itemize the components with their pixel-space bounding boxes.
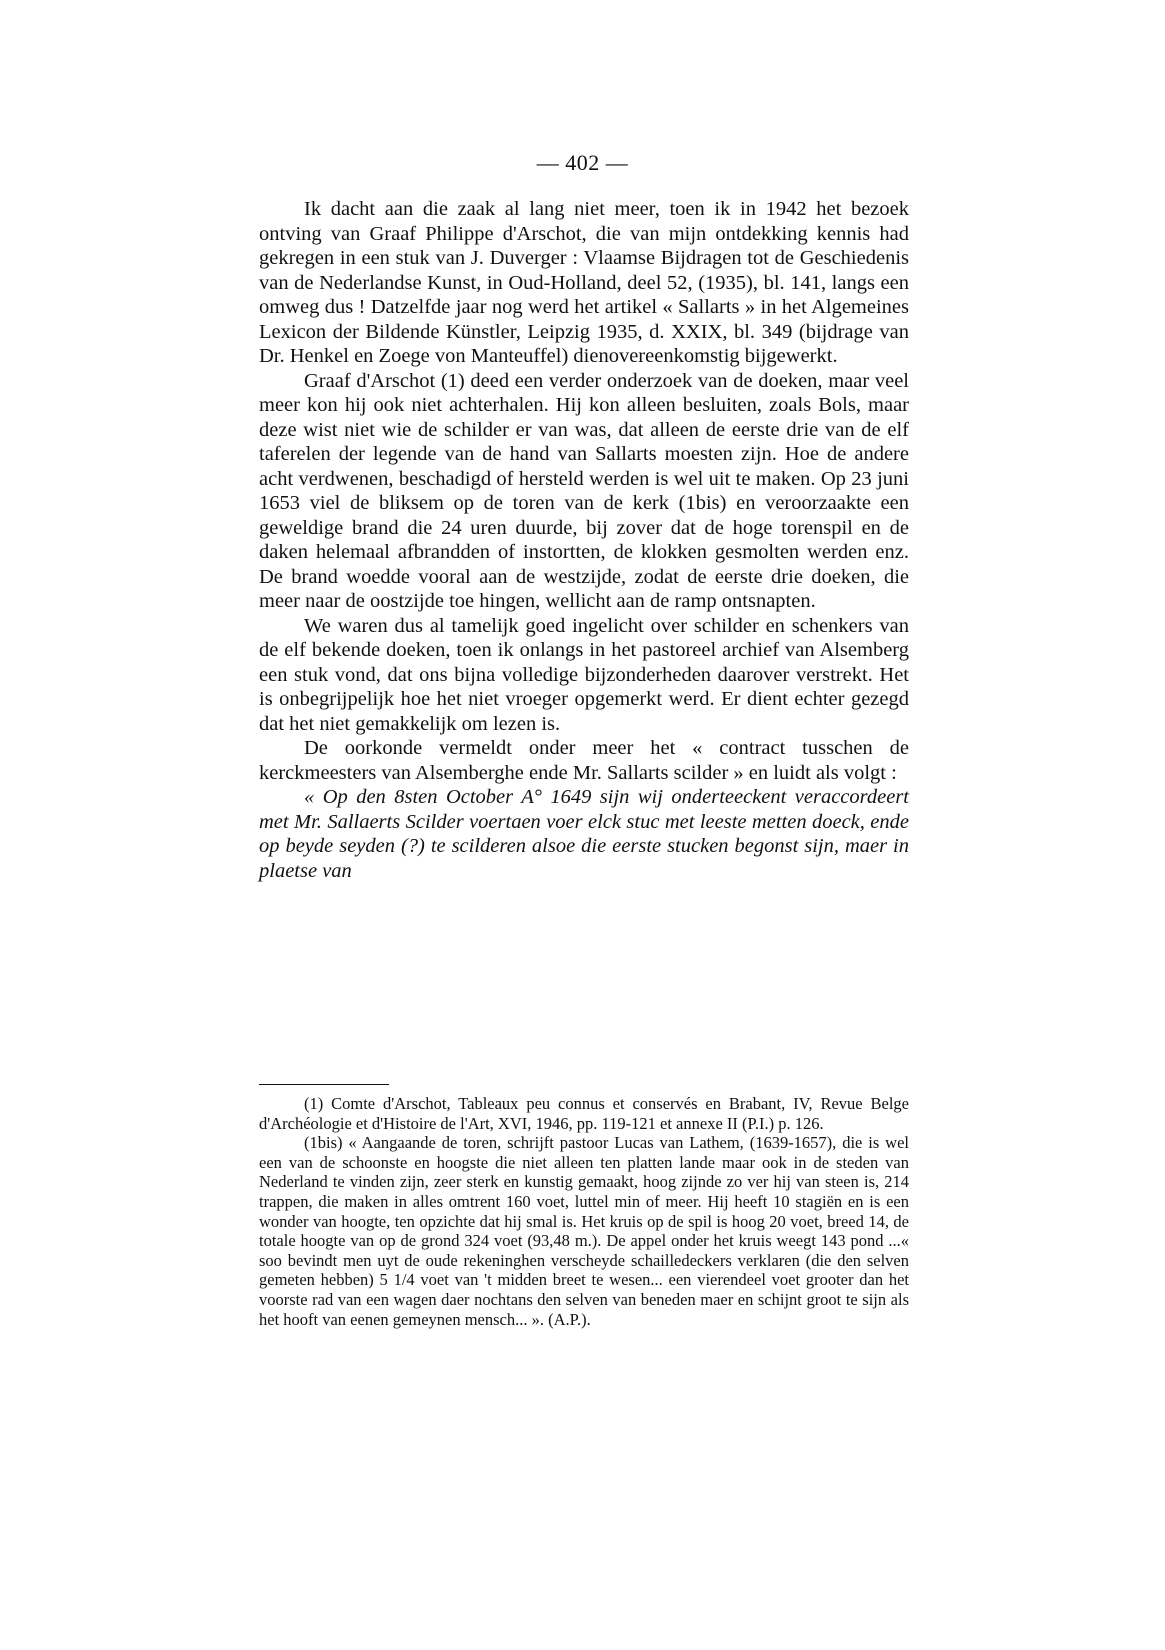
main-text [259,197,909,883]
footnote: (1bis) « Aangaande de toren, schrijft pastoor Lucas van Lathem, (1639-1657), die is wel een van de schoonste en hoogste die niet alleen ten platten lande maar ook in de steden van Nederland te vinden zijn, zeer sterk en kunstig gemaakt, hoog zijnde zo ver hij van steen is, 214 trappen, die maken in alles omtrent 160 voet, luttel min of meer. Hij heeft 10 stagiën en is een wonder van hoogte, ten opzichte dat hij smal is. Het kruis op de spil is hoog 20 voet, breed 14, de totale hoogte van op de grond 324 voet (93,48 m.). De appel onder het kruis weegt 143 pond ...« soo bevindt men uyt de oude rekeninghen verscheyde schailledeckers verklaren (die den selven gemeten hebben) 5 1/4 voet van 't midden breet te wesen... een vierendeel voet grooter dan het voorste rad van een wagen daer nochtans den selven van beneden maer en schijnt groot te sijn als het hooft van eenen gemeynen mensch... ». (A.P.). [259,1133,909,1329]
paragraph: We waren dus al tamelijk goed ingelicht over schilder en schenkers van de elf bekende doeken, toen ik onlangs in het pastoreel archief van Alsemberg een stuk vond, dat ons bijna volledige bijzonderheden daarover verstrekt. Het is onbegrijpelijk hoe het niet vroeger opgemerkt werd. Er dient echter gezegd dat het niet gemakkelijk om lezen is. [259,614,909,735]
paragraph: Graaf d'Arschot (1) deed een verder onderzoek van de doeken, maar veel meer kon hij ook niet achterhalen. Hij kon alleen besluiten, zoals Bols, maar deze wist niet wie de schilder er van was, dat alleen de eerste drie van de elf taferelen der legende van de hand van Sallarts moesten zijn. Hoe de andere acht verdwenen, beschadigd of hersteld werden is wel uit te maken. Op 23 juni 1653 viel de bliksem op de toren van de kerk (1bis) en veroorzaakte een geweldige brand die 24 uren duurde, bij zover dat de hoge torenspil en de daken helemaal afbrandden of instortten, de klokken gesmolten werden enz. De brand woedde vooral aan de westzijde, zodat de eerste drie doeken, die meer naar de oostzijde toe hingen, wellicht aan de ramp ontsnapten. [259,369,909,612]
footnote: (1) Comte d'Arschot, Tableaux peu connus et conservés en Brabant, IV, Revue Belge d'Archéologie et d'Histoire de l'Art, XVI, 1946, pp. 119-121 et annexe II (P.I.) p. 126. [259,1094,909,1133]
footnotes [259,1094,909,1329]
page-number: — 402 — [536,150,629,175]
paragraph: Ik dacht aan die zaak al lang niet meer, toen ik in 1942 het bezoek ontving van Graaf Philippe d'Arschot, die van mijn ontdekking kennis had gekregen in een stuk van J. Duverger : Vlaamse Bijdragen tot de Geschiedenis van de Nederlandse Kunst, in Oud-Holland, deel 52, (1935), bl. 141, langs een omweg dus ! Datzelfde jaar nog werd het artikel « Sallarts » in het Algemeines Lexicon der Bildende Künstler, Leipzig 1935, d. XXIX, bl. 349 (bijdrage van Dr. Henkel en Zoege von Manteuffel) dienovereenkomstig bijgewerkt. [259,198,909,367]
footnote-divider [259,1084,389,1085]
quoted-contract: « Op den 8sten October A° 1649 sijn wij onderteeckent veraccordeert met Mr. Sallaerts Scilder voertaen voer elck stuc met leeste metten doeck, ende op beyde seyden (?) te scilderen alsoe die eerste stucken begonst sijn, maer in plaetse van [259,786,909,882]
paragraph: De oorkonde vermeldt onder meer het « contract tusschen de kerckmeesters van Alsemberghe ende Mr. Sallarts scilder » en luidt als volgt : [259,737,909,784]
